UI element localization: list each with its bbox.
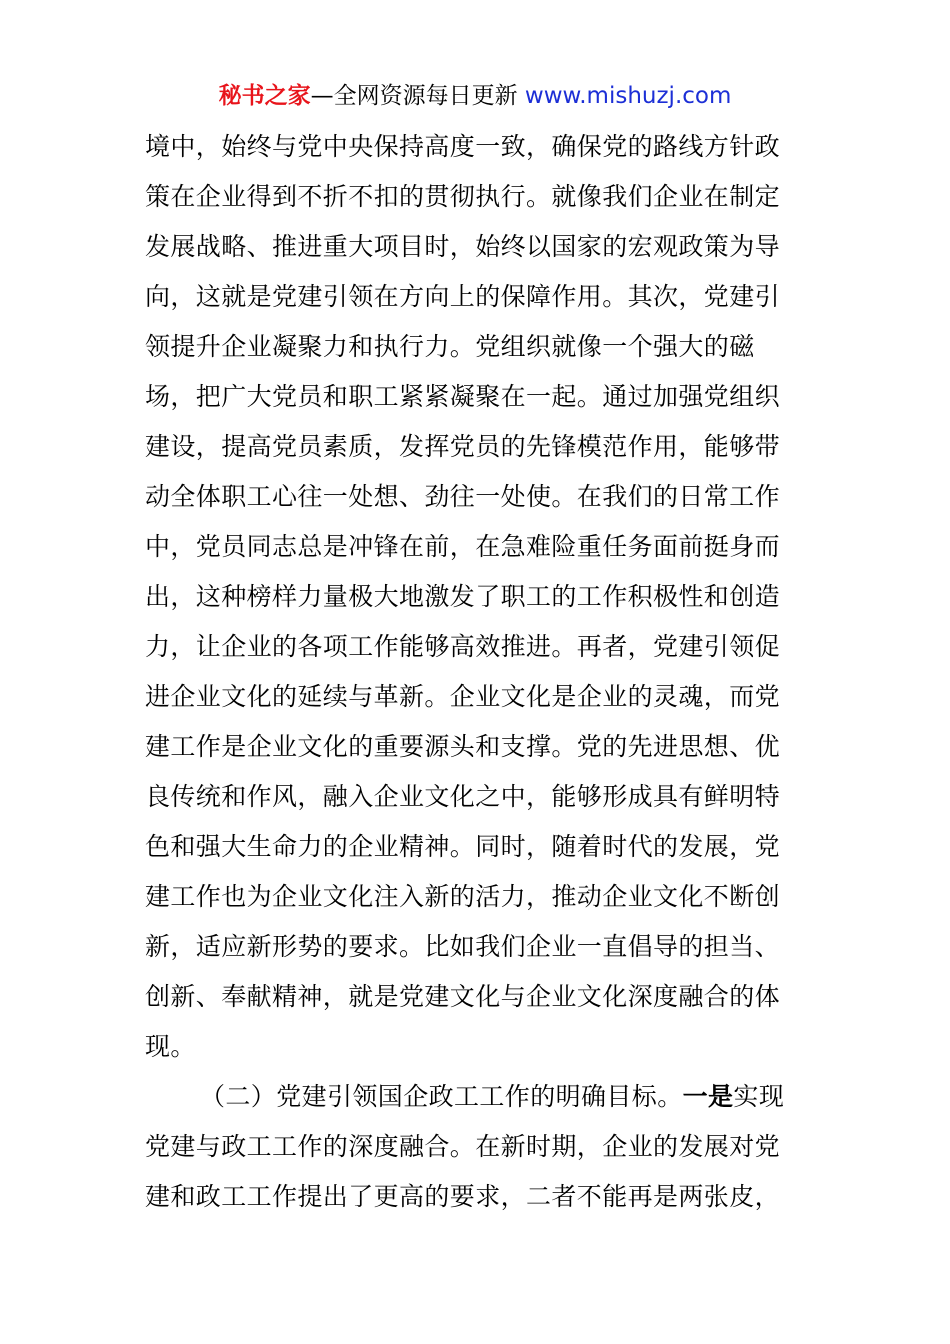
text-line: 建设，提高党员素质，发挥党员的先锋模范作用，能够带 [145, 432, 781, 461]
text-line: 向，这就是党建引领在方向上的保障作用。其次，党建引 [145, 282, 781, 311]
text-line: 现。 [145, 1032, 196, 1061]
text-line: 领提升企业凝聚力和执行力。党组织就像一个强大的磁 [145, 332, 755, 361]
text-line: 进企业文化的延续与革新。企业文化是企业的灵魂，而党 [145, 682, 781, 711]
section-heading-line [145, 1072, 810, 1122]
header-tagline: —全网资源每日更新 [310, 83, 525, 109]
text-line: 出，这种榜样力量极大地激发了职工的工作积极性和创造 [145, 582, 781, 611]
text-line: 色和强大生命力的企业精神。同时，随着时代的发展，党 [145, 832, 781, 861]
brand-name: 秘书之家 [218, 83, 311, 109]
text-line: 良传统和作风，融入企业文化之中，能够形成具有鲜明特 [145, 782, 781, 811]
text-line: 建工作也为企业文化注入新的活力，推动企业文化不断创 [145, 882, 781, 911]
text-line: 建工作是企业文化的重要源头和支撑。党的先进思想、优 [145, 732, 781, 761]
text-line: 中，党员同志总是冲锋在前，在急难险重任务面前挺身而 [145, 532, 781, 561]
text-line: 发展战略、推进重大项目时，始终以国家的宏观政策为导 [145, 232, 781, 261]
header-url[interactable]: www.mishuzj.com [524, 83, 732, 109]
text-line: 新，适应新形势的要求。比如我们企业一直倡导的担当、 [145, 932, 781, 961]
section-marker: 一是 [682, 1082, 734, 1111]
text-line: 境中，始终与党中央保持高度一致，确保党的路线方针政 [145, 132, 781, 161]
text-line: 策在企业得到不折不扣的贯彻执行。就像我们企业在制定 [145, 182, 781, 211]
text-line: 创新、奉献精神，就是党建文化与企业文化深度融合的体 [145, 982, 781, 1011]
text-line: 场，把广大党员和职工紧紧凝聚在一起。通过加强党组织 [145, 382, 781, 411]
text-line: 动全体职工心往一处想、劲往一处使。在我们的日常工作 [145, 482, 781, 511]
text-line: 力，让企业的各项工作能够高效推进。再者，党建引领促 [145, 632, 781, 661]
page-header [0, 78, 950, 114]
document-body [145, 122, 810, 1222]
section-text: 实现 [733, 1082, 785, 1111]
text-line: 建和政工工作提出了更高的要求，二者不能再是两张皮， [145, 1182, 781, 1211]
text-line: 党建与政工工作的深度融合。在新时期，企业的发展对党 [145, 1132, 781, 1161]
section-heading: （二）党建引领国企政工工作的明确目标。 [200, 1082, 683, 1111]
